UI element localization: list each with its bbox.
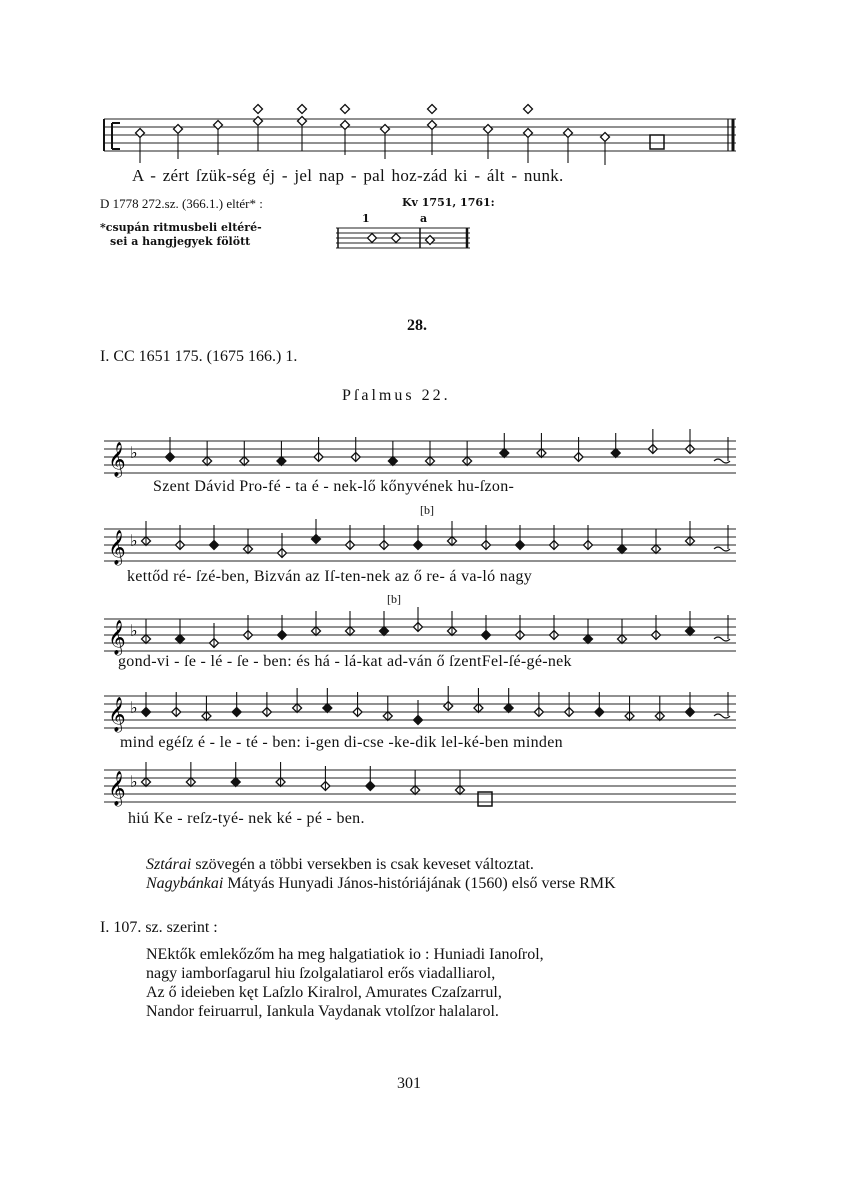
hymn-lyrics-5: hiú Ke - reſz-tyé- nek ké - pé - ben. xyxy=(128,810,365,827)
verse-line-4: Nandor feiruarrul, Iankula Vaydanak vtolſzor halalarol. xyxy=(146,1003,499,1020)
source-right: Kv 1751, 1761: xyxy=(402,196,495,209)
open-note xyxy=(298,105,307,114)
open-note xyxy=(254,105,263,114)
treble-clef: 𝄞 xyxy=(108,620,126,655)
open-note xyxy=(381,125,390,134)
hymn-lyrics-3: gond-vi - ſe - lé - ſe - ben: és há - lá-kat ad-ván ő ſzentFel-ſé-gé-nek xyxy=(118,653,572,670)
hymn-lyrics-2: kettőd ré- ſzé-ben, Bizván az Iſ-ten-nek az ő re- á va-ló nagy xyxy=(127,568,533,585)
flat-sign: ♭ xyxy=(130,443,138,462)
treble-clef: 𝄞 xyxy=(108,697,126,732)
open-note xyxy=(298,117,307,126)
flat-sign: ♭ xyxy=(130,531,138,550)
note-line-1 xyxy=(146,855,534,874)
treble-clef: 𝄞 xyxy=(108,442,126,477)
open-note xyxy=(214,121,223,130)
hymn-lyrics-1: Szent Dávid Pro-fé - ta é - nek-lő kőnyvének hu-ſzon- xyxy=(153,478,515,495)
hymn-source-heading: I. CC 1651 175. (1675 166.) 1. xyxy=(100,348,298,365)
note-text-2: Mátyás Hunyadi János-históriájának (1560) első verse RMK xyxy=(223,875,616,892)
note-line-2 xyxy=(146,874,616,893)
variant-mark-1: 1 xyxy=(362,212,370,225)
hymn-staff-5 xyxy=(100,754,740,814)
flat-sign: ♭ xyxy=(130,621,138,640)
bracket-flat-2: [b] xyxy=(387,592,401,606)
top-lyrics: A - zért ſzük-ség éj - jel nap - pal hoz-zád ki - ált - nunk. xyxy=(132,166,564,185)
page-number: 301 xyxy=(397,1075,421,1092)
source-left: D 1778 272.sz. (366.1.) eltér* : xyxy=(100,196,263,211)
open-note xyxy=(368,234,377,243)
flat-sign: ♭ xyxy=(130,698,138,717)
note-author-1: Sztárai xyxy=(146,856,192,873)
flat-sign: ♭ xyxy=(130,772,138,791)
bracket-flat-1: [b] xyxy=(420,503,434,517)
hymn-staff-4 xyxy=(100,680,740,740)
note-author-2: Nagybánkai xyxy=(146,875,224,892)
open-note xyxy=(428,121,437,130)
hymn-title: Pſalmus 22. xyxy=(342,387,451,404)
section-heading: I. 107. sz. szerint : xyxy=(100,919,218,936)
hymn-staff-1 xyxy=(100,425,740,485)
treble-clef: 𝄞 xyxy=(108,771,126,806)
hymn-lyrics-4: mind egéſz é - le - té - ben: i-gen di-cse -ke-dik lel-ké-ben minden xyxy=(120,734,563,751)
hymn-staff-2 xyxy=(100,513,740,573)
verse-line-1: NEktők emlekőzőm ha meg halgatiatiok io : Huniadi Ianoſrol, xyxy=(146,946,544,963)
final-longa xyxy=(650,135,664,149)
variant-staff xyxy=(334,225,474,251)
open-note xyxy=(524,105,533,114)
footnote-line-1: *csupán ritmusbeli eltéré- xyxy=(100,221,262,234)
open-note xyxy=(484,125,493,134)
open-note xyxy=(341,121,350,130)
treble-clef: 𝄞 xyxy=(108,530,126,565)
open-note xyxy=(564,129,573,138)
open-note xyxy=(254,117,263,126)
variant-mark-a: a xyxy=(420,212,428,225)
open-note xyxy=(601,133,610,142)
open-note xyxy=(174,125,183,134)
verse-line-2: nagy iamborſagarul hiu ſzolgalatiarol erős viadalliarol, xyxy=(146,965,496,982)
verse-line-3: Az ő ideieben kęt Laſzlo Kiralrol, Amurates Czaſzarrul, xyxy=(146,984,502,1001)
hymn-number: 28. xyxy=(407,317,427,334)
open-note xyxy=(392,234,401,243)
open-note xyxy=(341,105,350,114)
open-note xyxy=(136,129,145,138)
open-note xyxy=(428,105,437,114)
footnote-line-2: sei a hangjegyek fölött xyxy=(110,235,251,248)
open-note xyxy=(524,129,533,138)
note-text-1: szövegén a többi versekben is csak keveset változtat. xyxy=(191,856,534,873)
top-music-staff xyxy=(100,95,740,165)
